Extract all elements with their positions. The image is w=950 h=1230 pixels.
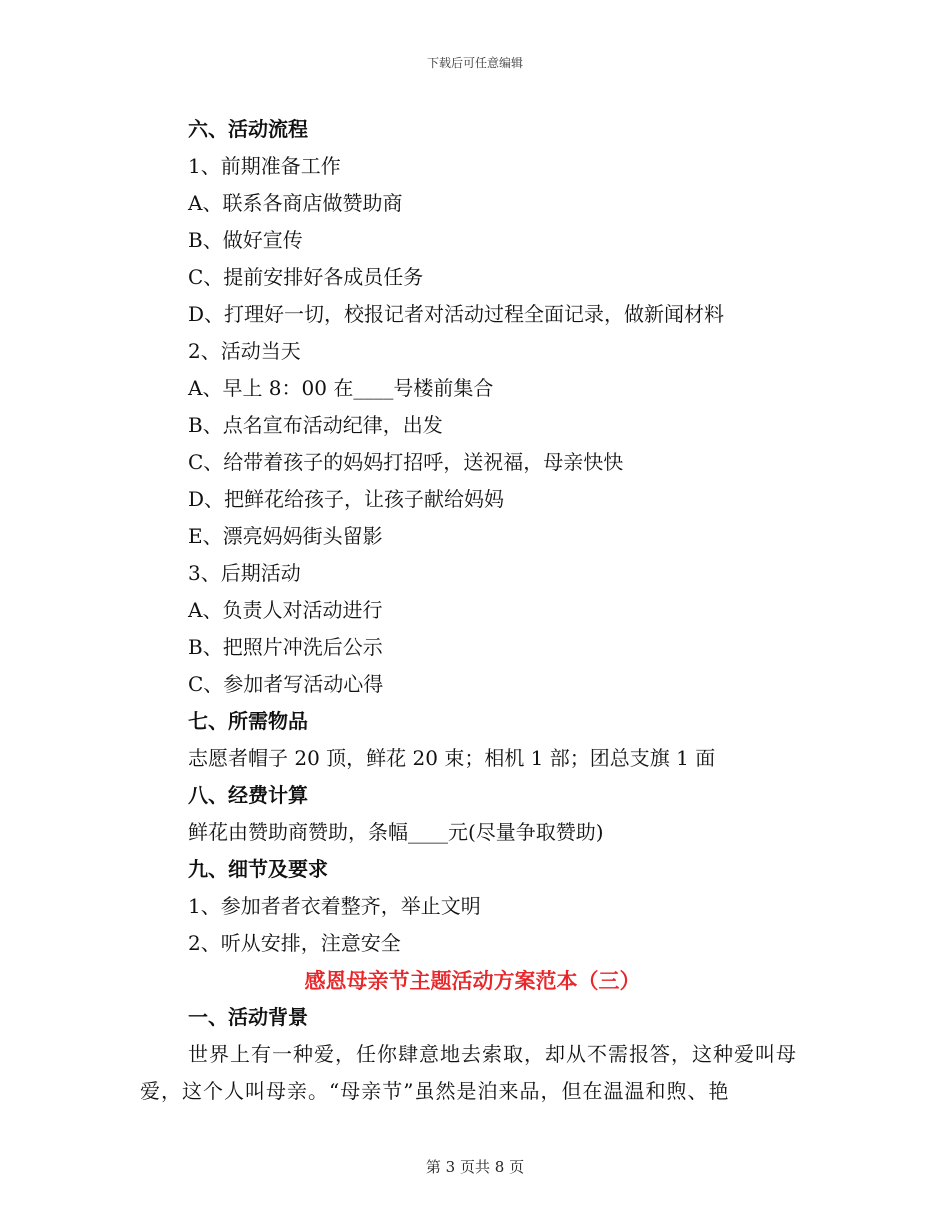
text-line: A、负责人对活动进行 — [188, 598, 383, 622]
text-line: B、做好宣传 — [188, 228, 303, 252]
section-heading: 八、经费计算 — [188, 783, 308, 807]
text-line: B、把照片冲洗后公示 — [188, 635, 383, 659]
text-line: 2、听从安排，注意安全 — [188, 931, 401, 955]
text-line: 1、参加者者衣着整齐，举止文明 — [188, 894, 481, 918]
text-line: 2、活动当天 — [188, 339, 301, 363]
text-line: E、漂亮妈妈街头留影 — [188, 524, 383, 548]
text-line: 1、前期准备工作 — [188, 154, 341, 178]
section-heading: 九、细节及要求 — [188, 857, 328, 881]
section-heading: 六、活动流程 — [188, 117, 308, 141]
text-line: D、打理好一切，校报记者对活动过程全面记录，做新闻材料 — [188, 302, 725, 326]
text-line: A、联系各商店做赞助商 — [188, 191, 403, 215]
section-heading: 一、活动背景 — [188, 1005, 308, 1029]
text-line: 鲜花由赞助商赞助，条幅____元(尽量争取赞助) — [188, 820, 604, 844]
text-line: A、早上 8：00 在____号楼前集合 — [188, 376, 494, 400]
page-header: 下载后可任意编辑 — [426, 56, 523, 70]
body-paragraph: 世界上有一种爱，任你肆意地去索取，却从不需报答，这种爱叫母爱，这个人叫母亲。“母亲节”虽然是泊来品，但在温温和煦、艳 — [140, 1042, 797, 1103]
document-body — [0, 111, 950, 1110]
page-footer: 第 3 页共 8 页 — [425, 1158, 525, 1176]
text-line: 志愿者帽子 20 顶，鲜花 20 束；相机 1 部；团总支旗 1 面 — [188, 746, 716, 770]
section-heading: 七、所需物品 — [188, 709, 308, 733]
section-title: 感恩母亲节主题活动方案范本（三） — [304, 968, 641, 993]
text-line: B、点名宣布活动纪律，出发 — [188, 413, 443, 437]
text-line: 3、后期活动 — [188, 561, 301, 585]
text-line: C、参加者写活动心得 — [188, 672, 384, 696]
text-line: C、提前安排好各成员任务 — [188, 265, 424, 289]
text-line: D、把鲜花给孩子，让孩子献给妈妈 — [188, 487, 505, 511]
text-line: C、给带着孩子的妈妈打招呼，送祝福，母亲快快 — [188, 450, 624, 474]
